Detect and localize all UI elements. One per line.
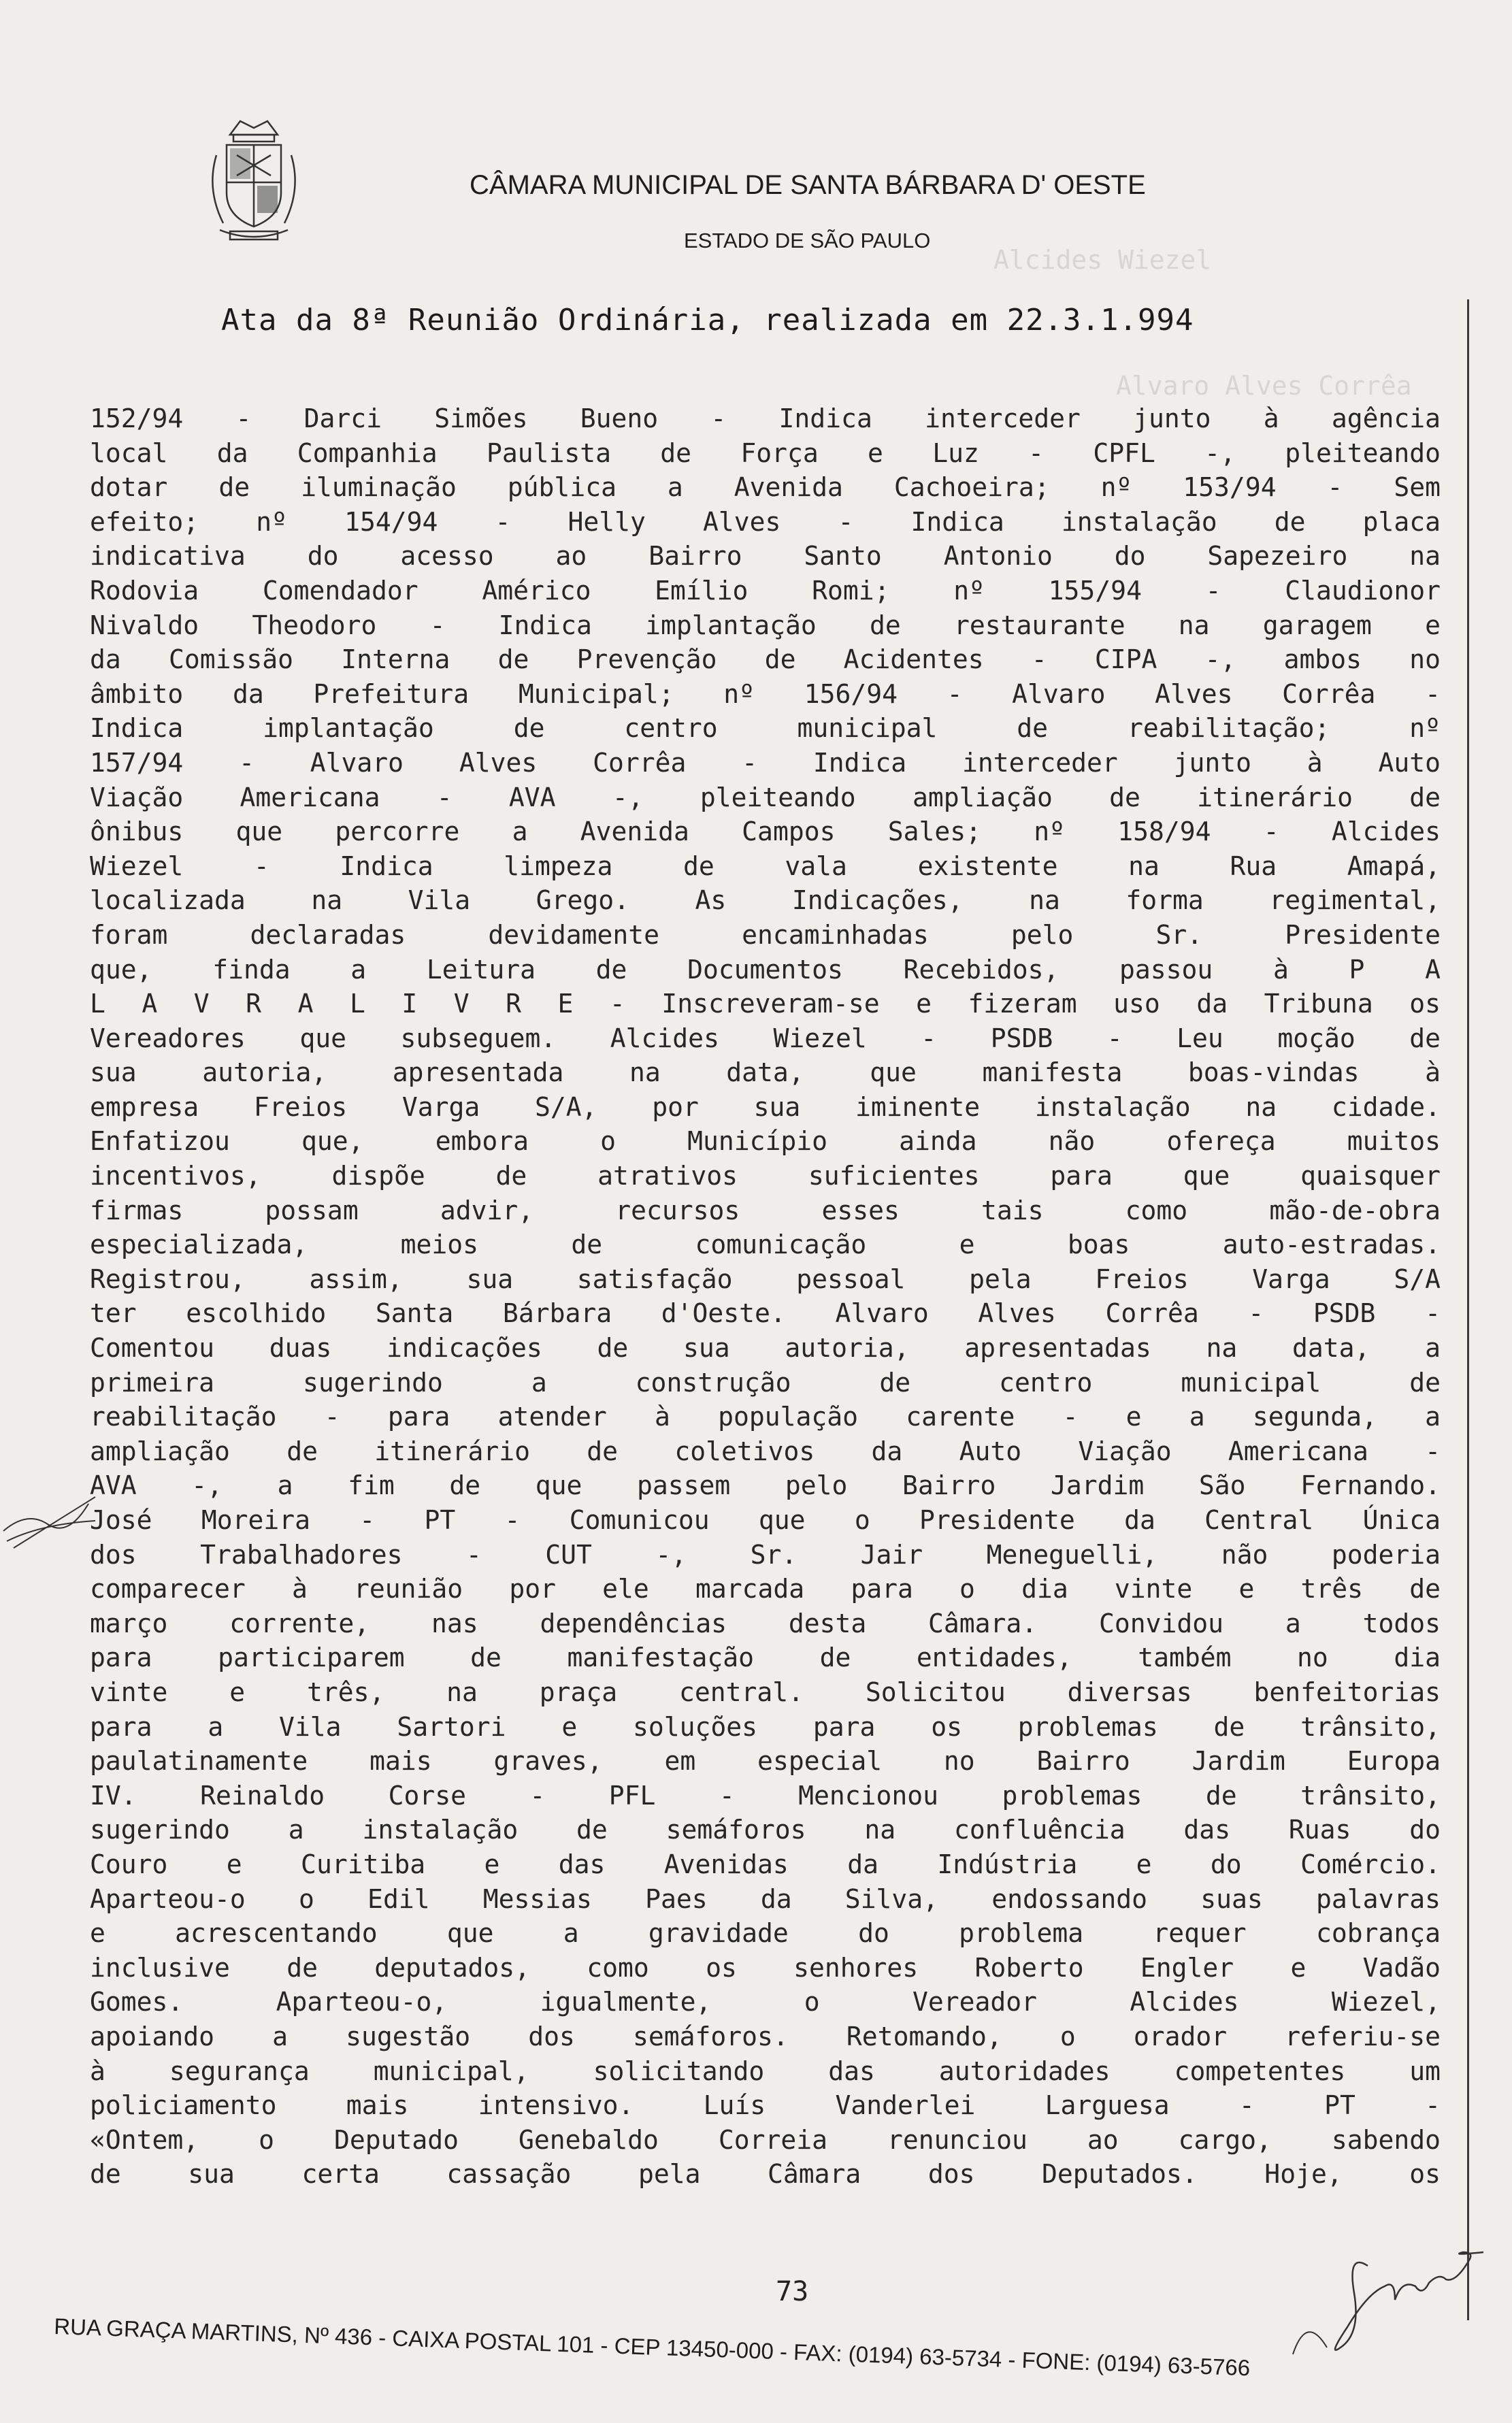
text-line: Vereadores que subseguem. Alcides Wiezel - PSDB - Leu moção de	[90, 1023, 1441, 1053]
signature-mark	[0, 1483, 102, 1558]
text-line: de sua certa cassação pela Câmara dos Deputados. Hoje, os	[90, 2159, 1441, 2190]
text-line: inclusive de deputados, como os senhores Roberto Engler e Vadão	[90, 1952, 1441, 1983]
text-line: comparecer à reunião por ele marcada para o dia vinte e três de	[90, 1574, 1441, 1604]
text-line: foram declaradas devidamente encaminhadas pelo Sr. Presidente	[90, 919, 1441, 950]
text-line: ônibus que percorre a Avenida Campos Sales; nº 158/94 - Alcides	[90, 817, 1441, 847]
bleed-through-text: Alcides Wiezel	[993, 245, 1212, 275]
text-line: à segurança municipal, solicitando das autoridades competentes um	[90, 2056, 1441, 2086]
text-line: Comentou duas indicações de sua autoria, apresentadas na data, a	[90, 1333, 1441, 1364]
text-line: localizada na Vila Grego. As Indicações, na forma regimental,	[90, 885, 1441, 916]
text-line: paulatinamente mais graves, em especial no Bairro Jardim Europa	[90, 1746, 1441, 1777]
text-line: apoiando a sugestão dos semáforos. Retomando, o orador referiu-se	[90, 2021, 1441, 2051]
text-line: 152/94 - Darci Simões Bueno - Indica interceder junto à agência	[90, 403, 1441, 433]
text-line: que, finda a Leitura de Documentos Recebidos, passou à P A	[90, 954, 1441, 985]
text-line: efeito; nº 154/94 - Helly Alves - Indica instalação de placa	[90, 506, 1441, 537]
text-line: Nivaldo Theodoro - Indica implantação de restaurante na garagem e	[90, 610, 1441, 640]
text-line: 157/94 - Alvaro Alves Corrêa - Indica interceder junto à Auto	[90, 747, 1441, 778]
text-line: dos Trabalhadores - CUT -, Sr. Jair Meneguelli, não poderia	[90, 1539, 1441, 1570]
text-line: vinte e três, na praça central. Solicitou diversas benfeitorias	[90, 1677, 1441, 1707]
text-line: reabilitação - para atender à população carente - e a segunda, a	[90, 1402, 1441, 1432]
institution-name: CÂMARA MUNICIPAL DE SANTA BÁRBARA D' OESTE	[470, 170, 1146, 200]
text-line: Rodovia Comendador Américo Emílio Romi; nº 155/94 - Claudionor	[90, 575, 1441, 606]
text-line: da Comissão Interna de Prevenção de Acidentes - CIPA -, ambos no	[90, 644, 1441, 675]
margin-rule	[1467, 299, 1469, 2320]
text-line: indicativa do acesso ao Bairro Santo Antonio do Sapezeiro na	[90, 541, 1441, 572]
text-line: Couro e Curitiba e das Avenidas da Indústria e do Comércio.	[90, 1849, 1441, 1879]
text-line: José Moreira - PT - Comunicou que o Presidente da Central Única	[90, 1505, 1441, 1535]
text-line: Registrou, assim, sua satisfação pessoal pela Freios Varga S/A	[90, 1264, 1441, 1294]
page-number: 73	[776, 2276, 809, 2307]
text-line: Viação Americana - AVA -, pleiteando ampliação de itinerário de	[90, 782, 1441, 812]
address-footer: RUA GRAÇA MARTINS, Nº 436 - CAIXA POSTAL 101 - CEP 13450-000 - FAX: (0194) 63-5734 - FONE: (0194) 63-5766	[53, 2313, 1251, 2381]
bleed-through-text: Alvaro Alves Corrêa	[1116, 371, 1412, 401]
text-line: Enfatizou que, embora o Município ainda não ofereça muitos	[90, 1126, 1441, 1157]
text-line: para a Vila Sartori e soluções para os problemas de trânsito,	[90, 1711, 1441, 1742]
text-line: sua autoria, apresentada na data, que manifesta boas-vindas à	[90, 1057, 1441, 1088]
coat-of-arms-icon	[203, 114, 305, 250]
text-line: ter escolhido Santa Bárbara d'Oeste. Alvaro Alves Corrêa - PSDB -	[90, 1298, 1441, 1329]
text-line: Indica implantação de centro municipal de reabilitação; nº	[90, 713, 1441, 744]
text-line: março corrente, nas dependências desta Câmara. Convidou a todos	[90, 1608, 1441, 1638]
text-line: dotar de iluminação pública a Avenida Cachoeira; nº 153/94 - Sem	[90, 472, 1441, 503]
text-line: local da Companhia Paulista de Força e Luz - CPFL -, pleiteando	[90, 438, 1441, 468]
text-line: âmbito da Prefeitura Municipal; nº 156/94 - Alvaro Alves Corrêa -	[90, 678, 1441, 709]
text-line: IV. Reinaldo Corse - PFL - Mencionou problemas de trânsito,	[90, 1780, 1441, 1811]
signature-mark	[1266, 2211, 1490, 2361]
text-line: sugerindo a instalação de semáforos na confluência das Ruas do	[90, 1815, 1441, 1845]
text-line: empresa Freios Varga S/A, por sua iminente instalação na cidade.	[90, 1091, 1441, 1122]
text-line: Aparteou-o o Edil Messias Paes da Silva, endossando suas palavras	[90, 1883, 1441, 1914]
text-line: Gomes. Aparteou-o, igualmente, o Vereador Alcides Wiezel,	[90, 1987, 1441, 2017]
text-line: L A V R A L I V R E - Inscreveram-se e fizeram uso da Tribuna os	[90, 989, 1441, 1019]
text-line: Wiezel - Indica limpeza de vala existente na Rua Amapá,	[90, 851, 1441, 881]
state-name: ESTADO DE SÃO PAULO	[684, 229, 931, 252]
text-line: para participarem de manifestação de entidades, também no dia	[90, 1643, 1441, 1673]
text-line: «Ontem, o Deputado Genebaldo Correia renunciou ao cargo, sabendo	[90, 2124, 1441, 2155]
text-line: especializada, meios de comunicação e boas auto-estradas.	[90, 1230, 1441, 1260]
text-line: AVA -, a fim de que passem pelo Bairro Jardim São Fernando.	[90, 1470, 1441, 1501]
text-line: e acrescentando que a gravidade do problema requer cobrança	[90, 1918, 1441, 1949]
text-line: primeira sugerindo a construção de centro municipal de	[90, 1367, 1441, 1398]
minutes-title: Ata da 8ª Reunião Ordinária, realizada em 22.3.1.994	[221, 303, 1194, 337]
text-line: ampliação de itinerário de coletivos da Auto Viação Americana -	[90, 1436, 1441, 1466]
text-line: incentivos, dispõe de atrativos suficientes para que quaisquer	[90, 1161, 1441, 1191]
minutes-body	[90, 401, 1441, 2192]
text-line: policiamento mais intensivo. Luís Vanderlei Larguesa - PT -	[90, 2090, 1441, 2121]
text-line: firmas possam advir, recursos esses tais como mão-de-obra	[90, 1195, 1441, 1225]
